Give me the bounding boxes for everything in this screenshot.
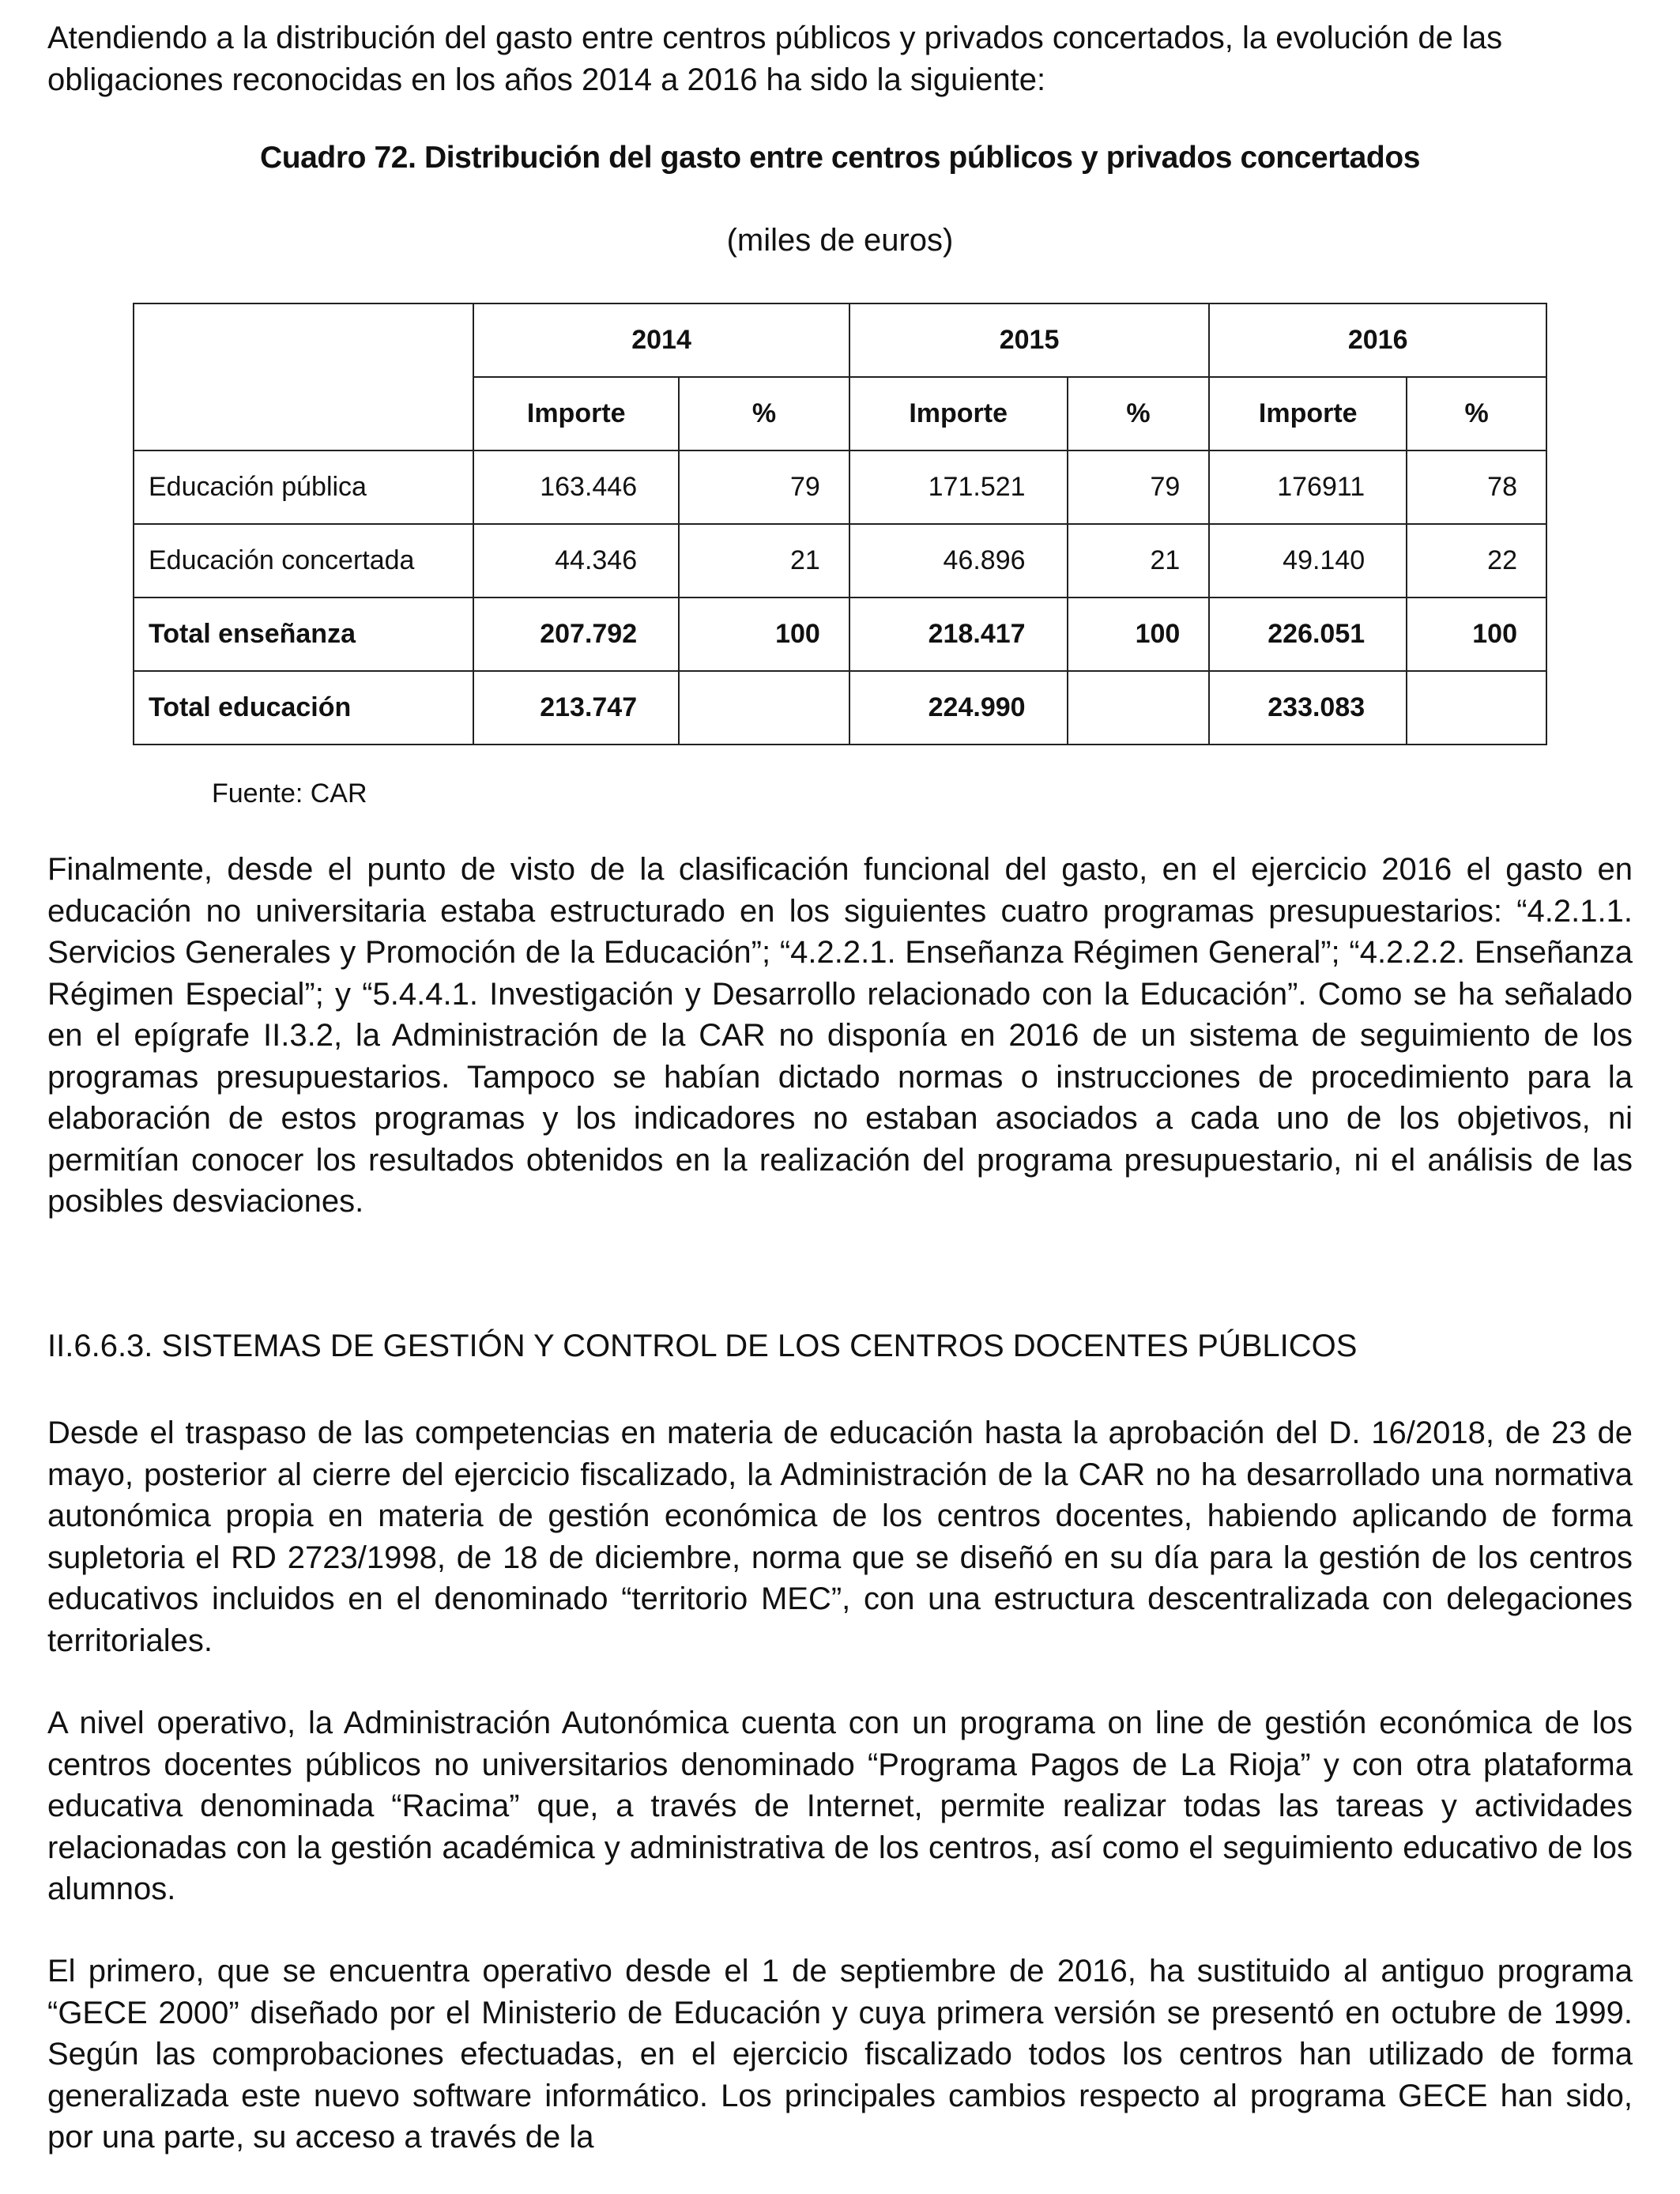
table-corner-cell	[134, 303, 473, 450]
subheader-amount: Importe	[473, 377, 679, 450]
cell-amount: 163.446	[473, 450, 679, 524]
cell-pct	[1068, 671, 1210, 745]
table-header-row-years	[134, 303, 1546, 377]
table-row	[134, 524, 1546, 598]
cell-pct: 79	[679, 450, 849, 524]
cell-pct: 100	[679, 598, 849, 671]
table-row-total-ensenanza	[134, 598, 1546, 671]
cell-amount: 176911	[1209, 450, 1407, 524]
row-label: Educación concertada	[134, 524, 473, 598]
table-source: Fuente: CAR	[212, 778, 367, 809]
paragraph-operational-programs: A nivel operativo, la Administración Autonómica cuenta con un programa on line de gestión económica de los centros docentes públicos no universitarios denominado “Programa Pagos de La Rioja” y con otra plataforma educativa denominada “Racima” que, a través de Internet, permite realizar todas las tareas y actividades relacionadas con la gestión académica y administrativa de los centros, así como el seguimiento educativo de los alumnos.	[47, 1706, 1633, 1906]
cell-amount: 207.792	[473, 598, 679, 671]
row-label: Total educación	[134, 671, 473, 745]
cell-pct: 21	[1068, 524, 1210, 598]
cell-pct: 21	[679, 524, 849, 598]
table-units: (miles de euros)	[726, 223, 954, 258]
cell-amount: 218.417	[849, 598, 1068, 671]
table-row-total-educacion	[134, 671, 1546, 745]
row-label: Total enseñanza	[134, 598, 473, 671]
paragraph-regulation: Desde el traspaso de las competencias en materia de educación hasta la aprobación del D. 16/2018, de 23 de mayo, posterior al cierre del ejercicio fiscalizado, la Administración de la CAR no ha desarrollado una normativa autonómica propia en materia de gestión económica de los centros docentes, habiendo aplicando de forma supletoria el RD 2723/1998, de 18 de diciembre, norma que se diseñó en su día para la gestión de los centros educativos incluidos en el denominado “territorio MEC”, con una estructura descentralizada con delegaciones territoriales.	[47, 1416, 1633, 1658]
year-header-2016: 2016	[1209, 303, 1546, 377]
cell-amount: 233.083	[1209, 671, 1407, 745]
paragraph-functional-classification: Finalmente, desde el punto de visto de la clasificación funcional del gasto, en el ejercicio 2016 el gasto en educación no universitaria estaba estructurado en los siguientes cuatro programas presupuestarios: “4.2.1.1. Servicios Generales y Promoción de la Educación”; “4.2.2.1. Enseñanza Régimen General”; “4.2.2.2. Enseñanza Régimen Especial”; y “5.4.4.1. Investigación y Desarrollo relacionado con la Educación”. Como se ha señalado en el epígrafe II.3.2, la Administración de la CAR no disponía en 2016 de un sistema de seguimiento de los programas presupuestarios. Tampoco se habían dictado normas o instrucciones de procedimiento para la elaboración de estos programas y los indicadores no estaban asociados a cada uno de los objetivos, ni permitían conocer los resultados obtenidos en la realización del programa presupuestario, ni el análisis de las posibles desviaciones.	[47, 852, 1633, 1219]
cell-pct: 79	[1068, 450, 1210, 524]
cell-pct: 100	[1068, 598, 1210, 671]
row-label: Educación pública	[134, 450, 473, 524]
cell-pct: 100	[1407, 598, 1546, 671]
subheader-pct: %	[679, 377, 849, 450]
cell-amount: 44.346	[473, 524, 679, 598]
section-heading: II.6.6.3. SISTEMAS DE GESTIÓN Y CONTROL DE LOS CENTROS DOCENTES PÚBLICOS	[47, 1329, 1358, 1363]
expense-distribution-table	[133, 303, 1547, 745]
cell-pct: 78	[1407, 450, 1546, 524]
intro-paragraph: Atendiendo a la distribución del gasto entre centros públicos y privados concertados, la evolución de las obligaciones reconocidas en los años 2014 a 2016 ha sido la siguiente:	[47, 21, 1503, 97]
subheader-amount: Importe	[849, 377, 1068, 450]
cell-pct	[679, 671, 849, 745]
table-caption: Cuadro 72. Distribución del gasto entre centros públicos y privados concertados	[259, 141, 1421, 175]
subheader-pct: %	[1068, 377, 1210, 450]
year-header-2015: 2015	[849, 303, 1210, 377]
cell-amount: 46.896	[849, 524, 1068, 598]
cell-amount: 226.051	[1209, 598, 1407, 671]
cell-pct: 22	[1407, 524, 1546, 598]
cell-amount: 171.521	[849, 450, 1068, 524]
subheader-pct: %	[1407, 377, 1546, 450]
year-header-2014: 2014	[473, 303, 849, 377]
cell-pct	[1407, 671, 1546, 745]
cell-amount: 49.140	[1209, 524, 1407, 598]
table-row	[134, 450, 1546, 524]
cell-amount: 224.990	[849, 671, 1068, 745]
subheader-amount: Importe	[1209, 377, 1407, 450]
cell-amount: 213.747	[473, 671, 679, 745]
paragraph-gece-replacement: El primero, que se encuentra operativo desde el 1 de septiembre de 2016, ha sustituido al antiguo programa “GECE 2000” diseñado por el Ministerio de Educación y cuya primera versión se presentó en octubre de 1999. Según las comprobaciones efectuadas, en el ejercicio fiscalizado todos los centros han utilizado de forma generalizada este nuevo software informático. Los principales cambios respecto al programa GECE han sido, por una parte, su acceso a través de la	[47, 1954, 1633, 2154]
